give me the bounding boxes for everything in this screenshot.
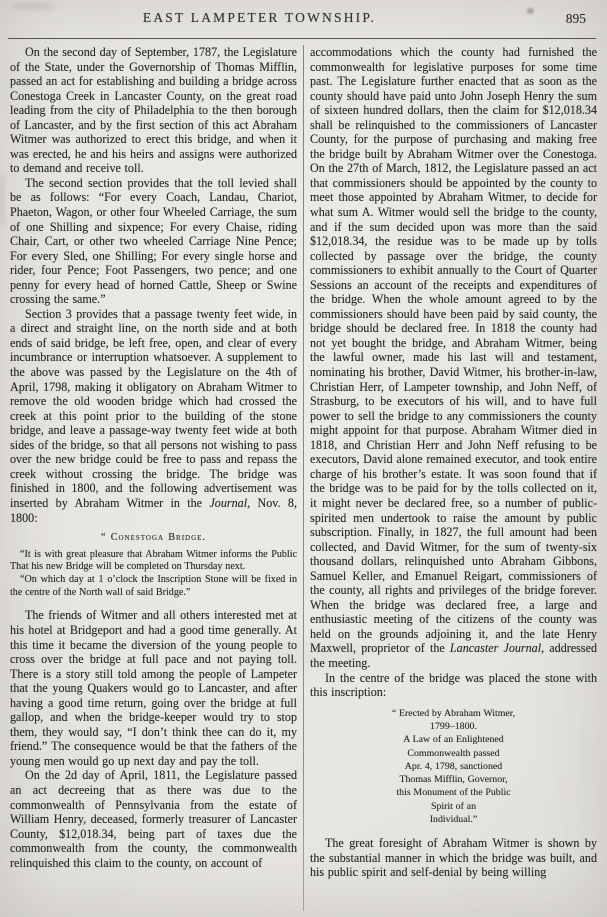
text-run: The second section provides that the toll levied shall be as follows: “For every Coach, Landau, Chariot, Phaeton, Wagon, or other four Wheeled Carriage, the sum of one Shilling and sixpence; For every Chaise, riding Chair, Cart, or other two wheeled Carriage Nine Pence; For every Sled, one Shilling; For every single horse and rider, four Pence; Foot Passengers, two pence; and one penny for every head of horned Cattle, Sheep or Swine crossing the same.”: [10, 175, 297, 307]
paper-smudge: [0, 170, 4, 230]
advertisement-line: “It is with great pleasure that Abraham Witmer informs the Public That his new Bridge will be completed on Thursday next.: [10, 548, 297, 573]
paper-smudge: [12, 2, 56, 10]
paragraph: [310, 45, 597, 671]
paragraph: [10, 307, 297, 525]
inscription-line: Individual.”: [429, 813, 478, 825]
inscription-block: [310, 707, 597, 827]
italic-text: Lancaster Journal: [449, 641, 542, 656]
text-run: The great foresight of Abraham Witmer is shown by the substantial manner in which the bridge was built, and his public spirit and self-denial by being willing: [310, 836, 597, 880]
text-run: The friends of Witmer and all others interested met at his hotel at Bridgeport and had a good time generally. At this time it became the diversion of the young people to cross over the bridge at full pace and not paying toll. There is a story still told among the people of Lampeter that the young Quakers would go to Lancaster, and after having a good time return, going over the bridge at full gallop, and when the bridge-keeper would try to stop them, they would say, “I don’t think thee can do it, my friend.” The consequence would be that the fathers of the young men would go up next day and pay the toll.: [10, 608, 297, 768]
left-column: [10, 45, 297, 870]
header-rule: [8, 38, 596, 39]
inscription-line: Commonwealth passed: [407, 747, 500, 759]
text-run: In the centre of the bridge was placed the stone with this inscription:: [310, 670, 597, 700]
text-run: On the 2d day of April, 1811, the Legislature passed an act decreeing that as there was due to the commonwealth of Pennsylvania from the estate of William Henry, deceased, formerly treasurer of Lancaster County, $12,018.34, being part of taxes due the commonwealth from the county, the commonwealth relinquished this claim to the county, on account of: [10, 768, 297, 870]
advertisement-heading: “ Conestoga Bridge.: [101, 532, 206, 544]
text-run: On the second day of September, 1787, the Legislature of the State, under the Governorship of Thomas Mifflin, passed an act for establishing and building a bridge across Conestoga Creek in Lancaster County, on the great road leading from the city of Philadelphia to the then borough of Lancaster, and by the first section of this act Abraham Witmer was authorized to erect this bridge, and when it was erected, he and his heirs and assigns were authorized to demand and receive toll.: [10, 45, 297, 176]
inscription-line: Thomas Mifflin, Governor,: [399, 774, 508, 786]
inscription-line: “ Erected by Abraham Witmer,: [391, 707, 516, 719]
inscription-line: A Law of an Enlightened: [403, 734, 504, 746]
inscription-line: 1799–1800.: [430, 720, 477, 732]
paragraph: [10, 608, 297, 768]
page-number: 895: [565, 11, 586, 26]
text-run: , Nov. 8, 1800:: [10, 495, 297, 525]
paragraph: [10, 768, 297, 870]
column-divider: [303, 45, 304, 911]
running-title: EAST LAMPETER TOWNSHIP.: [142, 10, 377, 25]
page-header: [0, 10, 607, 34]
text-run: , addressed the meeting.: [310, 641, 597, 670]
text-columns: [10, 45, 598, 917]
text-run: Section 3 provides that a passage twenty feet wide, in a direct and straight line, on the north side and at both ends of said bridge, be left free, open, and clear of every incumbrance or interruption whatsoever. A supplement to the above was passed by the Legislature on the 4th of April, 1798, making it obligatory on Abraham Witmer to remove the old wooden bridge which had crossed the creek at this point prior to the building of the stone bridge, and leave a passage-way twenty feet wide at both sides of the bridge, so that all persons not wishing to pass over the new bridge could be free to pass and repass the creek without crossing the bridge. The bridge was finished in 1800, and the following advertisement was inserted by Abraham Witmer in the: [10, 306, 297, 510]
inscription-line: Apr. 4, 1798, sanctioned: [404, 760, 503, 772]
inscription-line: Spirit of an: [430, 800, 477, 812]
paragraph: [10, 176, 297, 307]
inscription-line: this Monument of the Public: [396, 787, 511, 799]
advertisement-text: [10, 549, 297, 600]
right-column: [310, 45, 597, 880]
advertisement-line: “On which day at 1 o’clock the Inscription Stone will be fixed in the centre of the North wall of said Bridge.”: [10, 574, 297, 598]
italic-text: Journal: [209, 495, 248, 510]
paragraph: [10, 45, 297, 176]
text-run: accommodations which the county had furnished the commonwealth for legislative purposes for some time past. The Legislature further enacted that as soon as the county should have paid unto John Joseph Henry the sum of sixteen hundred dollars, then the claim for $12,018.34 shall be relinquished to the commissioners of Lancaster County, for the purpose of purchasing and making free the bridge built by Abraham Witmer over the Conestoga. On the 27th of March, 1812, the Legislature passed an act that commissioners should be appointed by the county to meet those appointed by Abraham Witmer, to decide for what sum A. Witmer would sell the bridge to the county, and if the sum decided upon was more than the said $12,018.34, the residue was to be made up by tolls collected by passage over the bridge, the county commissioners to exhibit annually to the Court of Quarter Sessions an account of the receipts and expenditures of the bridge. When the whole amount agreed to by the commissioners should have been paid by said county, the bridge should be declared free. In 1818 the county had not yet bought the bridge, and Abraham Witmer, being the lawful owner, made his last will and testament, nominating his brother, David Witmer, his brother-in-law, Christian Herr, of Lampeter township, and John Neff, of Strasburg, to be executors of his will, and to have full power to sell the bridge to any commissioners the county might appoint for that purpose. Abraham Witmer died in 1818, and Christian Herr and John Neff refusing to be executors, David alone remained executor, and took entire charge of his brother’s estate. It was soon found that if the bridge was to be paid for by the tolls collected on it, it might never be declared free, so a number of public-spirited men undertook to raise the amount by public subscription. Finally, in 1827, the full amount had been collected, and David Witmer, for the sum of twenty-six thousand dollars, relinquished unto Abraham Gibbons, Samuel Keller, and Emanuel Reigart, commissioners of the county, all rights and privileges of the bridge forever. When the bridge was declared free, a large and enthusiastic meeting of the citizens of the county was held on the grounds adjoining it, and the late Henry Maxwell, proprietor of the: [310, 45, 597, 656]
paragraph: [310, 836, 597, 880]
paragraph: [310, 671, 597, 700]
